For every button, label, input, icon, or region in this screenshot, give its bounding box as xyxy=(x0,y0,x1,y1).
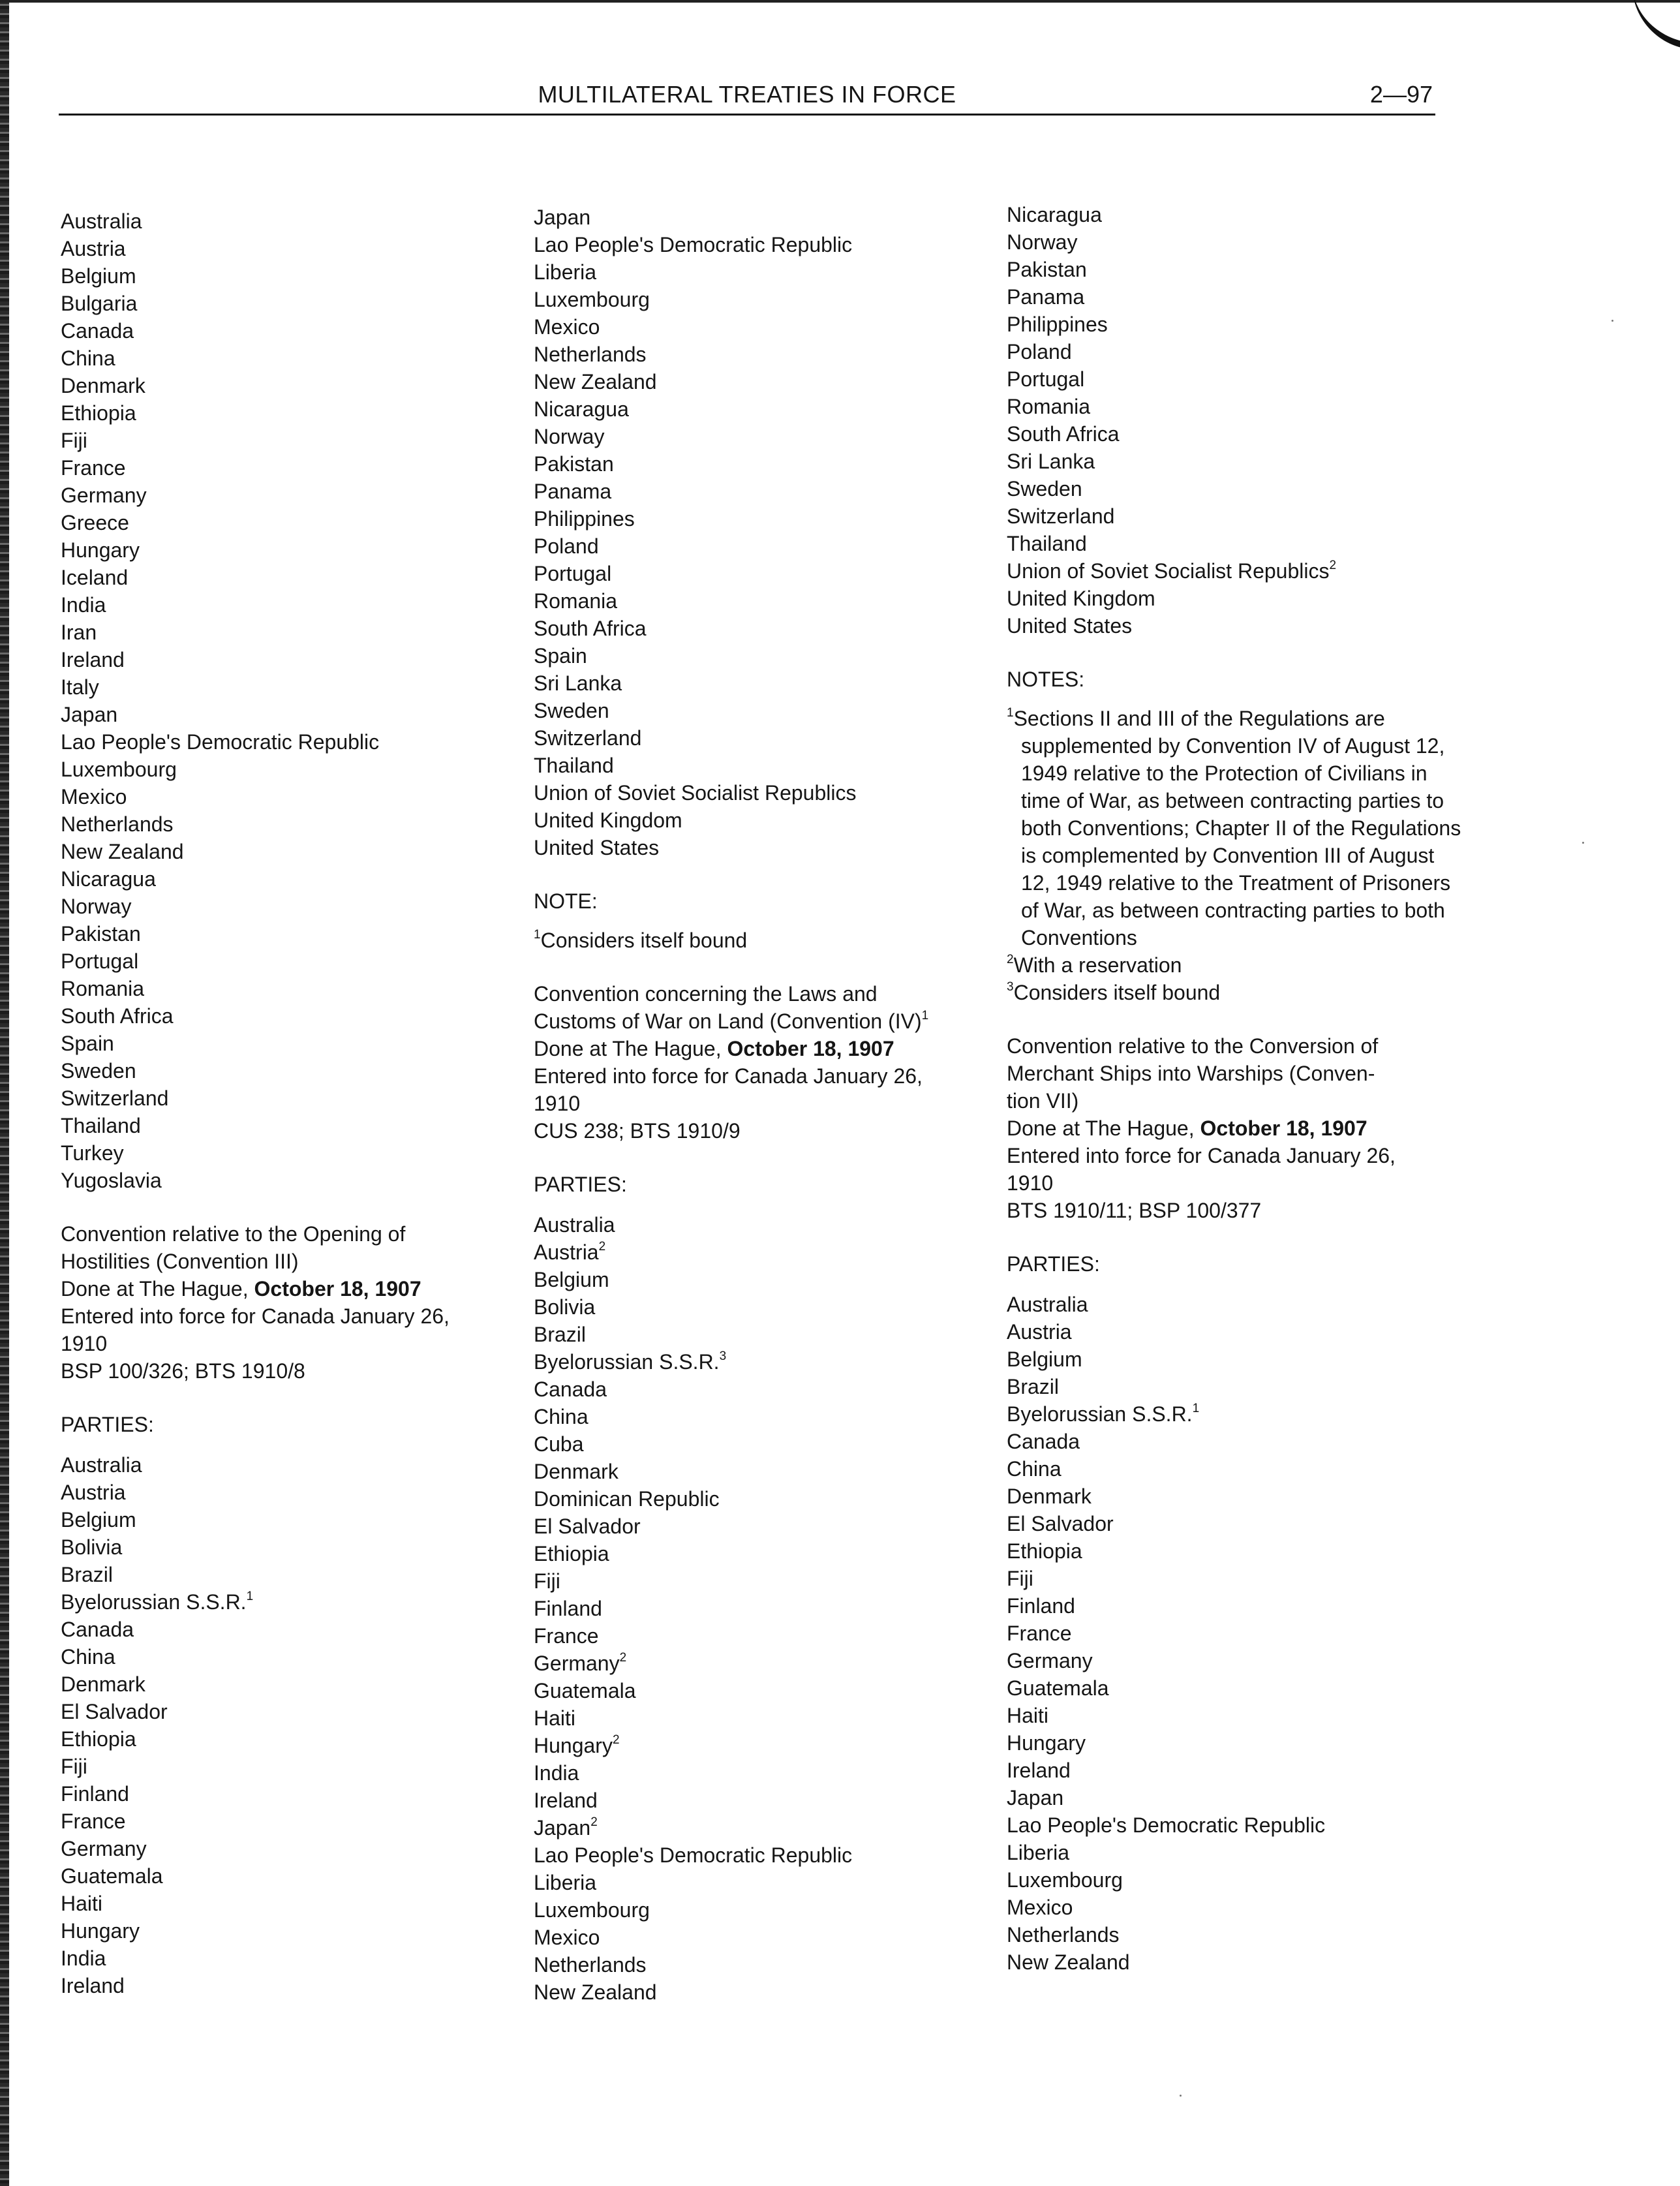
country-name: Austria xyxy=(1007,1320,1072,1344)
country-name: China xyxy=(534,1405,588,1428)
country-name: Poland xyxy=(534,534,599,558)
column-2 xyxy=(534,204,990,2006)
footnote-marker: 1 xyxy=(1192,1402,1200,1415)
country-name: Haiti xyxy=(1007,1704,1049,1727)
treaty-date: October 18, 1907 xyxy=(1200,1116,1367,1140)
country-name: Canada xyxy=(61,1618,134,1641)
country-name: Austria xyxy=(61,1481,126,1504)
country-name: Haiti xyxy=(534,1706,576,1730)
country-name: Ethiopia xyxy=(61,401,136,425)
country-name: Lao People's Democratic Republic xyxy=(534,233,853,256)
footnote-marker: 2 xyxy=(590,1815,598,1829)
country-name: Belgium xyxy=(1007,1347,1082,1371)
country-name: Germany xyxy=(61,1837,147,1860)
country-name: Nicaragua xyxy=(1007,203,1102,226)
country-name: Netherlands xyxy=(61,812,174,836)
footnote-marker: 2 xyxy=(1329,559,1337,572)
country-name: El Salvador xyxy=(534,1515,641,1538)
notes-label: NOTES: xyxy=(1007,668,1085,691)
country-name: Netherlands xyxy=(534,1953,647,1977)
country-name: Yugoslavia xyxy=(61,1169,162,1192)
country-name: Switzerland xyxy=(1007,504,1115,528)
country-name: Denmark xyxy=(61,374,145,397)
country-name: China xyxy=(61,1645,115,1669)
country-name: Sweden xyxy=(61,1059,136,1083)
country-name: Hungary$^2$ xyxy=(534,1733,620,1757)
country-name: United States xyxy=(534,836,660,859)
country-name: Ireland xyxy=(61,1974,125,1997)
treaty-entry-into-force: Entered into force for Canada January 26, xyxy=(1007,1144,1396,1167)
treaty-date: October 18, 1907 xyxy=(254,1277,421,1301)
treaty-done-at: Done at The Hague, October 18, 1907 xyxy=(1007,1116,1367,1140)
country-name: Finland xyxy=(1007,1594,1075,1618)
country-name: Ethiopia xyxy=(1007,1539,1082,1563)
country-name: Portugal xyxy=(1007,367,1085,391)
country-name: Nicaragua xyxy=(61,867,156,891)
country-name: Luxembourg xyxy=(534,1898,650,1922)
country-name: France xyxy=(61,1809,126,1833)
country-name: Switzerland xyxy=(534,726,642,750)
country-name: Australia xyxy=(534,1213,615,1237)
country-name: Brazil xyxy=(61,1563,114,1586)
country-name: Liberia xyxy=(534,260,597,284)
country-name: Hungary xyxy=(61,1919,140,1943)
country-name: Thailand xyxy=(534,754,614,777)
country-name: Guatemala xyxy=(61,1864,163,1888)
country-name: New Zealand xyxy=(534,1980,657,2004)
country-name: Fiji xyxy=(534,1569,560,1593)
country-name: Pakistan xyxy=(61,922,141,946)
country-name: Australia xyxy=(1007,1293,1088,1316)
country-name: Netherlands xyxy=(534,343,647,366)
treaty-references: BSP 100/326; BTS 1910/8 xyxy=(61,1359,305,1383)
country-name: Bulgaria xyxy=(61,292,138,315)
country-name: Luxembourg xyxy=(61,758,177,781)
scan-speck xyxy=(1582,842,1584,844)
scan-speck xyxy=(1611,320,1613,322)
country-name: Norway xyxy=(534,425,605,448)
page-title: MULTILATERAL TREATIES IN FORCE xyxy=(538,81,956,108)
country-name: United States xyxy=(1007,614,1133,638)
footnote-marker: 2 xyxy=(1007,953,1014,966)
country-name: India xyxy=(61,593,106,617)
country-name: Bolivia xyxy=(61,1535,123,1559)
page-corner-curl xyxy=(1624,0,1680,51)
footnote-marker: 1 xyxy=(1007,706,1014,720)
country-name: Haiti xyxy=(61,1892,103,1915)
country-name: Brazil xyxy=(1007,1375,1060,1398)
treaty-entry-into-force-year: 1910 xyxy=(534,1092,581,1115)
column-3 xyxy=(1007,201,1463,1976)
parties-list xyxy=(1007,1291,1463,1976)
country-name: South Africa xyxy=(1007,422,1120,446)
country-name: Hungary xyxy=(61,538,140,562)
page-number: 2—97 xyxy=(1369,81,1433,108)
country-name: Philippines xyxy=(1007,313,1108,336)
country-name: Portugal xyxy=(61,949,139,973)
treaty-references: CUS 238; BTS 1910/9 xyxy=(534,1119,741,1143)
treaty-title: Convention relative to the Conversion of xyxy=(1007,1034,1379,1058)
country-name: Thailand xyxy=(61,1114,141,1137)
country-name: United Kingdom xyxy=(1007,587,1155,610)
treaty-title: Customs of War on Land (Convention (IV)$^1$ xyxy=(534,1009,929,1033)
treaty-references: BTS 1910/11; BSP 100/377 xyxy=(1007,1199,1262,1222)
country-name: Denmark xyxy=(1007,1485,1092,1508)
country-name: Lao People's Democratic Republic xyxy=(61,730,380,754)
country-name: Denmark xyxy=(534,1460,619,1483)
country-name: Spain xyxy=(534,644,587,668)
country-name: Netherlands xyxy=(1007,1923,1120,1947)
parties-list xyxy=(61,1451,517,1999)
country-name: South Africa xyxy=(534,617,647,640)
country-name: Austria xyxy=(61,237,126,260)
country-name: Luxembourg xyxy=(1007,1868,1123,1892)
country-name: Hungary xyxy=(1007,1731,1086,1755)
country-name: France xyxy=(1007,1622,1072,1645)
country-name: Guatemala xyxy=(534,1679,636,1702)
country-name: Liberia xyxy=(534,1871,597,1894)
scan-speck xyxy=(1180,2095,1182,2097)
country-name: New Zealand xyxy=(61,840,184,863)
country-name: Japan$^2$ xyxy=(534,1815,598,1840)
country-name: Mexico xyxy=(534,1926,600,1949)
country-name: Japan xyxy=(61,703,118,726)
parties-list-continued xyxy=(534,204,990,861)
note-text: $^1$Considers itself bound xyxy=(534,928,748,952)
scanned-top-edge xyxy=(0,0,1680,3)
country-name: Finland xyxy=(61,1782,129,1806)
footnote-marker: 1 xyxy=(246,1590,254,1603)
footnote-text: $^1$Sections II and III of the Regulations are supplemented by Convention IV of August 12, 1949 relative to the Protection of Civilians in time of War, as between contracting parties to both Conventions; Chapter II of the Regulations is complemented by Convention III of August 12, 1949 relative to the Treatment of Prisoners of War, as between contracting parties to both Conventions xyxy=(1007,706,1461,949)
country-name: China xyxy=(1007,1457,1061,1481)
country-name: Sweden xyxy=(1007,477,1082,500)
footnote-marker: 3 xyxy=(719,1349,727,1363)
country-name: Ireland xyxy=(61,648,125,671)
country-name: El Salvador xyxy=(61,1700,168,1723)
page-header xyxy=(59,81,1435,115)
footnote-marker: 2 xyxy=(619,1651,627,1665)
country-name: India xyxy=(534,1761,579,1785)
country-name: Germany$^2$ xyxy=(534,1651,627,1675)
country-name: Fiji xyxy=(61,1755,87,1778)
treaty-entry-convention-iii xyxy=(61,1220,517,1999)
country-name: Canada xyxy=(534,1378,607,1401)
country-name: Sweden xyxy=(534,699,609,722)
treaty-entry-convention-vii xyxy=(1007,1032,1463,1976)
scanned-binding-edge xyxy=(0,0,9,2186)
footnote-marker: 1 xyxy=(534,928,541,942)
country-name: Nicaragua xyxy=(534,397,629,421)
country-name: Turkey xyxy=(61,1141,124,1165)
parties-label: PARTIES: xyxy=(61,1413,154,1436)
country-name: Romania xyxy=(61,977,145,1000)
country-name: Bolivia xyxy=(534,1295,596,1319)
footnote-marker: 2 xyxy=(612,1733,620,1747)
treaty-entry-into-force: Entered into force for Canada January 26, xyxy=(534,1064,923,1088)
country-name: New Zealand xyxy=(1007,1950,1130,1974)
country-name: Denmark xyxy=(61,1672,145,1696)
treaty-title: Convention concerning the Laws and xyxy=(534,982,878,1006)
country-name: Luxembourg xyxy=(534,288,650,311)
footnote-text: $^3$Considers itself bound xyxy=(1007,980,1221,1004)
country-name: Romania xyxy=(534,589,618,613)
country-name: Belgium xyxy=(534,1268,609,1291)
country-name: Union of Soviet Socialist Republics$^2$ xyxy=(1007,559,1337,583)
country-name: Brazil xyxy=(534,1323,587,1346)
country-name: Iran xyxy=(61,621,97,644)
treaty-entry-into-force: Entered into force for Canada January 26, xyxy=(61,1304,450,1328)
notes-list xyxy=(1007,705,1463,1006)
country-name: Lao People's Democratic Republic xyxy=(534,1843,853,1867)
country-name: Mexico xyxy=(1007,1896,1073,1919)
country-name: Pakistan xyxy=(1007,258,1087,281)
treaty-title: Hostilities (Convention III) xyxy=(61,1250,299,1273)
country-name: Sri Lanka xyxy=(534,671,622,695)
country-name: Iceland xyxy=(61,566,129,589)
treaty-entry-convention-iv xyxy=(534,980,990,2006)
treaty-done-at: Done at The Hague, October 18, 1907 xyxy=(534,1037,894,1060)
country-name: Germany xyxy=(1007,1649,1093,1672)
country-name: Greece xyxy=(61,511,129,534)
country-name: Sri Lanka xyxy=(1007,450,1095,473)
country-name: Finland xyxy=(534,1597,602,1620)
country-name: Romania xyxy=(1007,395,1091,418)
treaty-title: tion VII) xyxy=(1007,1089,1079,1113)
footnote-marker: 1 xyxy=(921,1009,929,1023)
column-1 xyxy=(61,208,517,1999)
country-name: Cuba xyxy=(534,1432,584,1456)
country-name: Dominican Republic xyxy=(534,1487,720,1511)
country-name: Ethiopia xyxy=(61,1727,136,1751)
country-name: Belgium xyxy=(61,1508,136,1532)
parties-list-continued xyxy=(1007,201,1463,639)
country-name: Canada xyxy=(61,319,134,343)
country-name: Ireland xyxy=(1007,1759,1071,1782)
country-name: Mexico xyxy=(534,315,600,339)
country-name: Poland xyxy=(1007,340,1072,363)
country-name: Fiji xyxy=(1007,1567,1033,1590)
country-name: Thailand xyxy=(1007,532,1087,555)
country-name: France xyxy=(534,1624,599,1648)
country-name: Portugal xyxy=(534,562,612,585)
country-name: Pakistan xyxy=(534,452,614,476)
country-name: Norway xyxy=(61,895,132,918)
parties-list xyxy=(534,1211,990,2006)
country-name: Byelorussian S.S.R.$^1$ xyxy=(61,1590,254,1614)
country-name: United Kingdom xyxy=(534,808,682,832)
country-name: Byelorussian S.S.R.$^3$ xyxy=(534,1349,727,1374)
country-name: Austria$^2$ xyxy=(534,1240,606,1264)
country-name: Germany xyxy=(61,484,147,507)
footnote-marker: 2 xyxy=(598,1240,606,1254)
country-name: Canada xyxy=(1007,1430,1080,1453)
treaty-date: October 18, 1907 xyxy=(727,1037,894,1060)
treaty-entry-into-force-year: 1910 xyxy=(61,1332,108,1355)
country-name: Mexico xyxy=(61,785,127,808)
country-name: Switzerland xyxy=(61,1086,169,1110)
country-name: Australia xyxy=(61,209,142,233)
country-name: El Salvador xyxy=(1007,1512,1114,1535)
country-name: Panama xyxy=(534,480,612,503)
country-name: Philippines xyxy=(534,507,635,531)
footnote-marker: 3 xyxy=(1007,980,1014,994)
country-name: Belgium xyxy=(61,264,136,288)
country-name: South Africa xyxy=(61,1004,174,1028)
country-name: Byelorussian S.S.R.$^1$ xyxy=(1007,1402,1200,1426)
country-name: China xyxy=(61,346,115,370)
country-name: Union of Soviet Socialist Republics xyxy=(534,781,857,805)
country-name: Italy xyxy=(61,675,99,699)
parties-label: PARTIES: xyxy=(1007,1252,1100,1276)
country-name: Norway xyxy=(1007,230,1078,254)
country-name: Liberia xyxy=(1007,1841,1070,1864)
country-name: Ireland xyxy=(534,1789,598,1812)
treaty-title: Merchant Ships into Warships (Conven- xyxy=(1007,1062,1375,1085)
country-name: Japan xyxy=(1007,1786,1064,1809)
country-name: Japan xyxy=(534,206,591,229)
parties-list-continued xyxy=(61,208,517,1194)
country-name: Ethiopia xyxy=(534,1542,609,1565)
treaty-done-at: Done at The Hague, October 18, 1907 xyxy=(61,1277,421,1301)
treaty-title: Convention relative to the Opening of xyxy=(61,1222,406,1246)
note-label: NOTE: xyxy=(534,889,598,913)
country-name: New Zealand xyxy=(534,370,657,393)
country-name: Fiji xyxy=(61,429,87,452)
country-name: India xyxy=(61,1947,106,1970)
country-name: Guatemala xyxy=(1007,1676,1109,1700)
country-name: Australia xyxy=(61,1453,142,1477)
footnote-text: $^2$With a reservation xyxy=(1007,953,1182,977)
parties-label: PARTIES: xyxy=(534,1173,627,1196)
country-name: Panama xyxy=(1007,285,1085,309)
treaty-entry-into-force-year: 1910 xyxy=(1007,1171,1054,1195)
country-name: Spain xyxy=(61,1032,114,1055)
country-name: Lao People's Democratic Republic xyxy=(1007,1813,1326,1837)
country-name: France xyxy=(61,456,126,480)
